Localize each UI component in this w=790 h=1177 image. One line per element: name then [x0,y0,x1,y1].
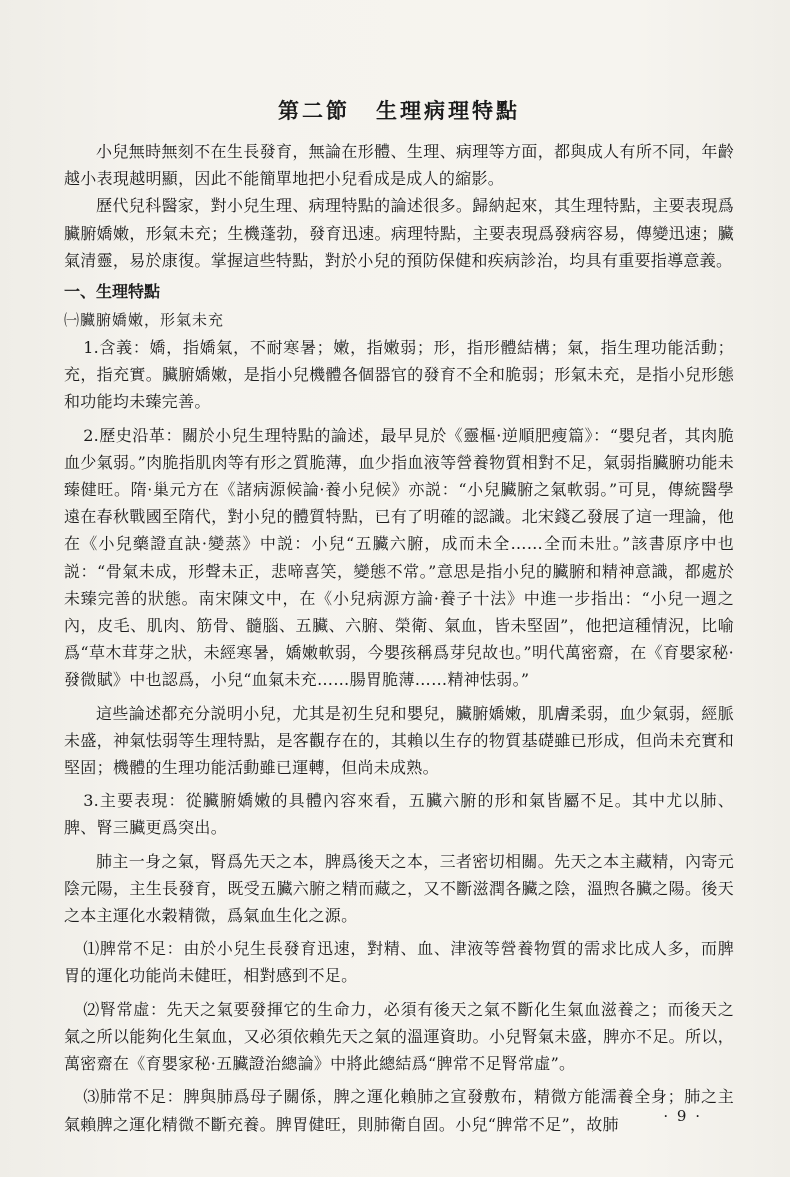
body-paragraph-history: 2.歷史沿革：關於小兒生理特點的論述，最早見於《靈樞·逆順肥瘦篇》：“嬰兒者，其肉脆血少氣弱。”肉脆指肌肉等有形之質脆薄，血少指血液等營養物質相對不足，氣弱指臟腑功能未臻健旺。隋·巢元方在《諸病源候論·養小兒候》亦説：“小兒臟腑之氣軟弱。”可見，傳統醫學遠在春秋戰國至隋代，對小兒的體質特點，已有了明確的認識。北宋錢乙發展了這一理論，他在《小兒藥證直訣·變蒸》中説：小兒“五臟六腑，成而未全……全而未壯。”該書原序中也説：“骨氣未成，形聲未正，悲啼喜笑，變態不常。”意思是指小兒的臟腑和精神意識，都處於未臻完善的狀態。南宋陳文中，在《小兒病源方論·養子十法》中進一步指出：“小兒一週之內，皮毛、肌肉、筋骨、髓腦、五臟、六腑、榮衛、氣血，皆未堅固”，他把這種情況，比喻爲“草木茸芽之狀，未經寒暑，嬌嫩軟弱，今嬰孩稱爲芽兒故也。”明代萬密齋，在《育嬰家秘·發微賦》中也認爲，小兒“血氣未充……腸胃脆薄……精神怯弱。” [64,425,734,690]
body-paragraph-organs: 肺主一身之氣，腎爲先天之本，脾爲後天之本，三者密切相關。先天之本主藏精，內寄元陰元陽，主生長發育，既受五臟六腑之精而藏之，又不斷滋潤各臟之陰，溫煦各臟之陽。後天之本主運化水穀精微，爲氣血生化之源。 [64,851,734,926]
section-title [64,96,734,126]
section-title-text: 生理病理特點 [376,98,520,123]
page-number: · 9 · [663,1107,702,1125]
body-paragraph-kidney: ⑵腎常虛：先天之氣要發揮它的生命力，必須有後天之氣不斷化生氣血滋養之；而後天之氣之所以能夠化生氣血，又必須依賴先天之氣的溫運資助。小兒腎氣未盛，脾亦不足。所以，萬密齋在《育嬰家秘·五臟證治總論》中將此總結爲“脾常不足腎常虛”。 [64,999,734,1074]
body-paragraph-spleen: ⑴脾常不足：由於小兒生長發育迅速，對精、血、津液等營養物質的需求比成人多，而脾胃的運化功能尚未健旺，相對感到不足。 [64,939,734,986]
intro-paragraph-2: 歷代兒科醫家，對小兒生理、病理特點的論述很多。歸納起來，其生理特點，主要表現爲臟腑嬌嫩，形氣未充；生機蓬勃，發育迅速。病理特點，主要表現爲發病容易，傳變迅速；臟氣清靈，易於康復。掌握這些特點，對於小兒的預防保健和疾病診治，均具有重要指導意義。 [64,196,734,270]
sub-heading-organs: ㈠臟腑嬌嫩，形氣未充 [64,311,225,330]
intro-paragraph-1: 小兒無時無刻不在生長發育，無論在形體、生理、病理等方面，都與成人有所不同，年齡越小表現越明顯，因此不能簡單地把小兒看成是成人的縮影。 [64,142,734,189]
body-paragraph-meaning: 1.含義：嬌，指嬌氣，不耐寒暑；嫩，指嫩弱；形，指形體結構；氣，指生理功能活動；充，指充實。臟腑嬌嫩，是指小兒機體各個器官的發育不全和脆弱；形氣未充，是指小兒形態和功能均未臻完善。 [64,338,734,412]
body-paragraph-manifestation: 3.主要表現：從臟腑嬌嫩的具體內容來看，五臟六腑的形和氣皆屬不足。其中尤以肺、脾、腎三臟更爲突出。 [64,791,734,838]
body-paragraph-summary: 這些論述都充分説明小兒，尤其是初生兒和嬰兒，臟腑嬌嫩，肌膚柔弱，血少氣弱，經脈未盛，神氣怯弱等生理特點，是客觀存在的，其賴以生存的物質基礎雖已形成，但尚未充實和堅固；機體的生理功能活動雖已運轉，但尚未成熟。 [64,703,734,778]
section-heading-physiology: 一、生理特點 [64,282,161,302]
body-paragraph-lung: ⑶肺常不足：脾與肺爲母子關係，脾之運化賴肺之宣發敷布，精微方能濡養全身；肺之主氣賴脾之運化精微不斷充養。脾胃健旺，則肺衛自固。小兒“脾常不足”，故肺 [64,1087,734,1134]
section-title-number: 第二節 [278,98,350,123]
